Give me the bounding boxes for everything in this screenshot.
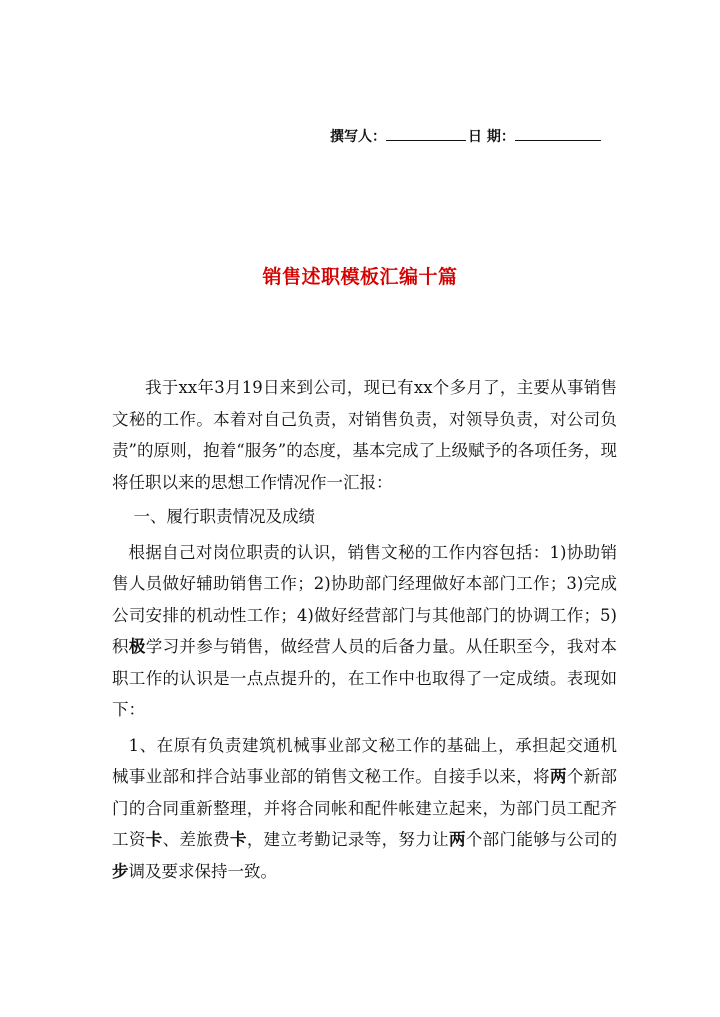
duties-paragraph	[112, 537, 617, 726]
duties-text-a: 根据自己对岗位职责的认识，销售文秘的工作内容包括：1)协助销售人员做好辅助销售工作；2)协助部门经理做好本部门工作；3)完成公司安排的机动性工作；4)做好经营部门与其他部门的协调工作；5)积	[112, 542, 617, 656]
ach-text-c: 个新部门的合同重新整理，并将合同帐和配件帐建立起来，为部门员工配齐工资	[112, 767, 618, 849]
ach-bold-ka-1: 卡	[145, 830, 163, 849]
author-date-line	[330, 126, 620, 146]
intro-paragraph: 我于xx年3月19日来到公司，现已有xx个多月了，主要从事销售文秘的工作。本着对自己负责，对销售负责，对领导负责，对公司负责”的原则，抱着“服务”的态度，基本完成了上级赋予的各项任务，现将任职以来的思想工作情况作一汇报：	[112, 378, 617, 492]
writer-blank	[386, 126, 466, 141]
duties-bold-ji: 极	[128, 637, 146, 656]
ach-bold-bu: 步	[112, 861, 129, 881]
section-heading: 一、履行职责情况及成绩	[133, 507, 315, 526]
ach-text-a: 1、在原有负责建筑机械事业部文秘工作的基础上，承担起交通机械事业部和拌合站事业部的销售文秘工作。自接手以来，将	[112, 735, 617, 786]
ach-bold-liang-1: 两	[549, 767, 567, 786]
ach-text-k: 调及要求保持一致。	[128, 861, 277, 881]
ach-text-e: 、差旅费	[162, 830, 230, 849]
ach-bold-ka-2: 卡	[229, 830, 247, 849]
ach-text-i: 个部门能够与公司的	[465, 830, 618, 849]
date-label: 日 期：	[468, 129, 515, 145]
duties-text-c: 学习并参与销售，做经营人员的后备力量。从任职至今，我对本职工作的认识是一点点提升的，在工作中也取得了一定成绩。表现如下：	[112, 637, 618, 719]
ach-text-g: ，建立考勤记录等，努力让	[246, 830, 449, 849]
achievement-paragraph	[112, 730, 617, 888]
date-blank	[515, 126, 601, 141]
document-title: 销售述职模板汇编十篇	[262, 266, 458, 288]
writer-label: 撰写人：	[330, 129, 386, 145]
document-body	[112, 372, 617, 887]
ach-bold-liang-2: 两	[448, 830, 466, 849]
